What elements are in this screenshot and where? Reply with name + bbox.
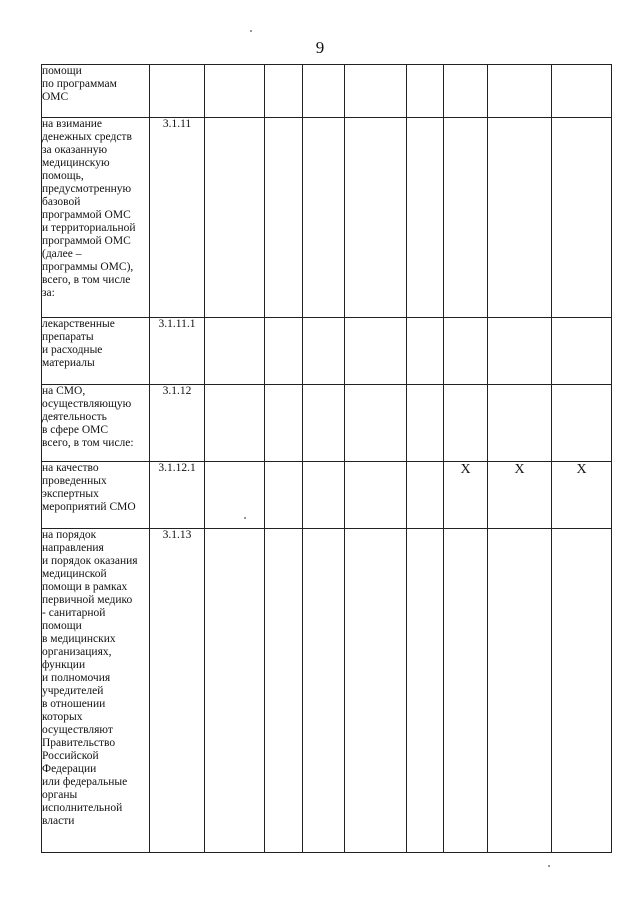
data-cell — [303, 385, 345, 462]
data-cell — [488, 65, 552, 118]
data-cell — [488, 118, 552, 318]
data-cell — [345, 118, 407, 318]
data-cell — [407, 318, 444, 385]
row-label-line: помощи в рамках — [42, 581, 128, 593]
row-label-line: Правительство — [42, 737, 116, 749]
row-label-line: органы — [42, 789, 78, 801]
row-label-line: за: — [42, 287, 55, 299]
row-label-line: мероприятий СМО — [42, 501, 136, 513]
row-code: 3.1.13 — [150, 529, 205, 853]
data-cell — [345, 65, 407, 118]
row-label-line: всего, в том числе — [42, 274, 131, 286]
data-cell — [407, 462, 444, 529]
data-cell — [552, 318, 612, 385]
row-label — [42, 318, 150, 385]
row-label-line: деятельность — [42, 411, 107, 423]
row-label-line: помощи — [42, 65, 82, 77]
page-number: 9 — [315, 38, 325, 57]
row-code — [150, 65, 205, 118]
table-row — [42, 529, 612, 853]
data-cell: X — [444, 462, 488, 529]
row-label-line: направления — [42, 542, 104, 554]
row-label-line: Федерации — [42, 763, 97, 775]
row-label-line: организациях, — [42, 646, 112, 658]
row-label-line: на качество — [42, 462, 99, 474]
data-cell — [265, 65, 303, 118]
row-label-line: в сфере ОМС — [42, 424, 109, 436]
row-label-line: препараты — [42, 331, 94, 343]
row-label-line: исполнительной — [42, 802, 123, 814]
row-label-line: медицинскую — [42, 157, 110, 169]
data-cell — [205, 65, 265, 118]
row-label-line: помощь, — [42, 170, 84, 182]
data-cell — [552, 118, 612, 318]
row-label-line: по программам — [42, 78, 117, 90]
data-cell — [303, 118, 345, 318]
row-code: 3.1.11.1 — [150, 318, 205, 385]
table-row — [42, 385, 612, 462]
data-cell — [265, 462, 303, 529]
data-cell — [444, 385, 488, 462]
row-label — [42, 462, 150, 529]
row-label-line: программой ОМС — [42, 235, 131, 247]
table-row — [42, 65, 612, 118]
row-label-line: на взимание — [42, 118, 102, 130]
row-label-line: программы ОМС), — [42, 261, 134, 273]
row-label-line: экспертных — [42, 488, 99, 500]
row-label-line: на порядок — [42, 529, 97, 541]
row-label-line: в отношении — [42, 698, 106, 710]
row-label-line: власти — [42, 815, 75, 827]
scan-speck — [250, 30, 252, 32]
row-label-line: предусмотренную — [42, 183, 132, 195]
row-label — [42, 529, 150, 853]
row-label-line: за оказанную — [42, 144, 108, 156]
row-label-line: (далее – — [42, 248, 82, 260]
data-cell: X — [552, 462, 612, 529]
data-cell — [205, 529, 265, 853]
data-cell — [407, 529, 444, 853]
row-label-line: первичной медико — [42, 594, 133, 606]
data-cell — [407, 118, 444, 318]
row-label-line: медицинской — [42, 568, 107, 580]
report-table — [41, 64, 612, 853]
row-label-line: или федеральные — [42, 776, 128, 788]
row-label-line: всего, в том числе: — [42, 437, 134, 449]
data-cell — [303, 318, 345, 385]
row-label-line: лекарственные — [42, 318, 115, 330]
row-label-line: функции — [42, 659, 86, 671]
data-cell — [205, 318, 265, 385]
row-label-line: программой ОМС — [42, 209, 131, 221]
data-cell — [407, 385, 444, 462]
data-cell — [345, 462, 407, 529]
row-label-line: ОМС — [42, 91, 69, 103]
row-label-line: денежных средств — [42, 131, 132, 143]
data-cell — [444, 118, 488, 318]
data-cell — [205, 462, 265, 529]
row-label-line: базовой — [42, 196, 81, 208]
row-label-line: учредителей — [42, 685, 104, 697]
data-cell — [303, 462, 345, 529]
row-label-line: помощи — [42, 620, 82, 632]
row-label-line: материалы — [42, 357, 95, 369]
row-label-line: и порядок оказания — [42, 555, 138, 567]
data-cell — [444, 318, 488, 385]
data-cell — [552, 65, 612, 118]
row-label-line: и полномочия — [42, 672, 111, 684]
row-label — [42, 65, 150, 118]
row-label-line: проведенных — [42, 475, 107, 487]
row-label-line: на СМО, — [42, 385, 86, 397]
row-label-line: Российской — [42, 750, 99, 762]
data-cell — [552, 529, 612, 853]
data-cell — [345, 529, 407, 853]
row-label-line: и расходные — [42, 344, 103, 356]
row-code: 3.1.12 — [150, 385, 205, 462]
data-cell — [488, 385, 552, 462]
table-row — [42, 318, 612, 385]
row-label — [42, 385, 150, 462]
data-cell: X — [488, 462, 552, 529]
row-label-line: осуществляющую — [42, 398, 132, 410]
data-cell — [444, 65, 488, 118]
row-label — [42, 118, 150, 318]
data-cell — [265, 529, 303, 853]
row-label-line: - санитарной — [42, 607, 106, 619]
row-label-line: в медицинских — [42, 633, 116, 645]
row-code: 3.1.12.1 — [150, 462, 205, 529]
data-cell — [205, 385, 265, 462]
data-cell — [345, 318, 407, 385]
data-cell — [303, 65, 345, 118]
data-cell — [444, 529, 488, 853]
data-cell — [265, 118, 303, 318]
scan-speck — [548, 865, 550, 867]
row-label-line: и территориальной — [42, 222, 136, 234]
data-cell — [345, 385, 407, 462]
data-cell — [265, 385, 303, 462]
data-cell — [488, 529, 552, 853]
row-code: 3.1.11 — [150, 118, 205, 318]
data-cell — [205, 118, 265, 318]
table-row — [42, 118, 612, 318]
table-row — [42, 462, 612, 529]
data-cell — [303, 529, 345, 853]
data-cell — [552, 385, 612, 462]
data-cell — [407, 65, 444, 118]
row-label-line: которых — [42, 711, 83, 723]
data-cell — [265, 318, 303, 385]
scan-speck — [244, 517, 246, 519]
row-label-line: осуществляют — [42, 724, 113, 736]
data-cell — [488, 318, 552, 385]
